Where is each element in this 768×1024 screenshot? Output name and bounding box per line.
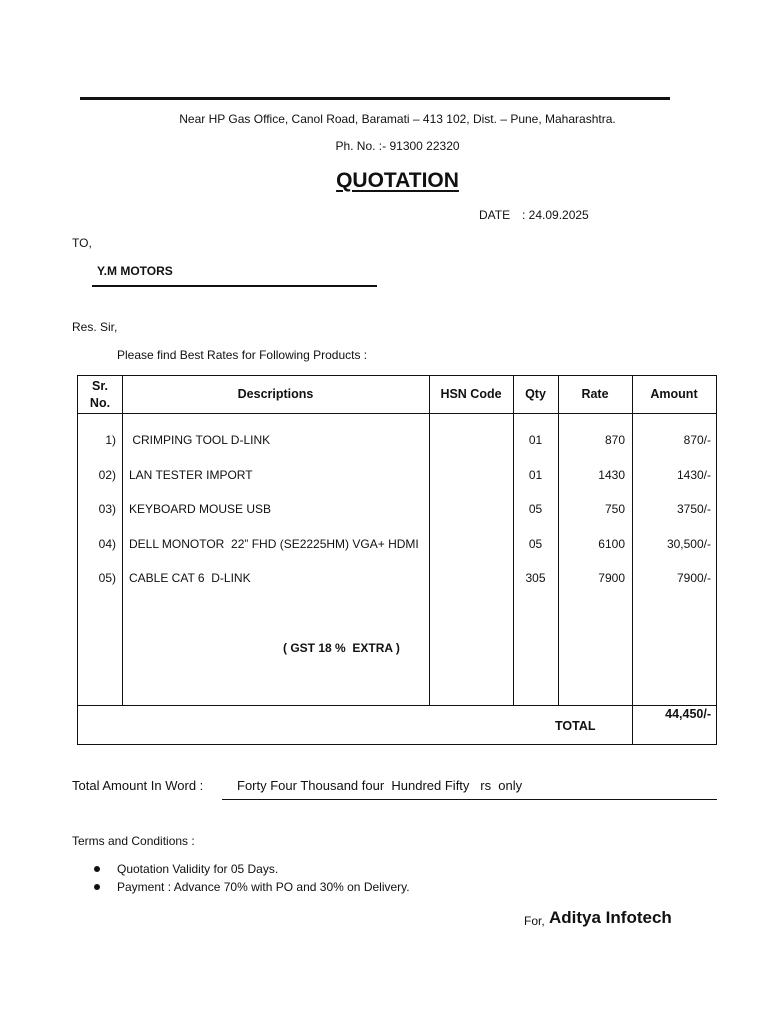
document-title-text: QUOTATION [336, 169, 459, 192]
row-5-sr: 05) [98, 571, 116, 585]
header-sr-line1: Sr. [92, 379, 108, 393]
header-sr-line2: No. [89, 396, 111, 410]
top-divider [80, 97, 670, 100]
row-2-sr: 02) [98, 468, 116, 482]
row-5-rate: 7900 [598, 571, 625, 585]
row-1-description: CRIMPING TOOL D-LINK [129, 433, 271, 447]
row-4-rate: 6100 [598, 537, 625, 551]
total-value: 44,450/- [665, 707, 711, 721]
terms-title: Terms and Conditions : [72, 834, 195, 848]
header-divider [78, 413, 716, 414]
row-2-qty: 01 [528, 468, 543, 482]
row-1-rate: 870 [604, 433, 625, 447]
salutation: Res. Sir, [72, 320, 118, 334]
signature-for-label: For, [524, 914, 545, 928]
amount-in-words-underline [222, 799, 717, 800]
row-4-sr: 04) [98, 537, 116, 551]
quotation-table [77, 375, 717, 745]
header-qty: Qty [525, 387, 546, 401]
col-divider-rate [632, 376, 633, 744]
bullet-icon [94, 866, 100, 872]
header-hsn: HSN Code [440, 387, 502, 401]
header-description: Descriptions [237, 387, 314, 401]
row-4-amount: 30,500/- [666, 537, 711, 551]
row-4-qty: 05 [528, 537, 543, 551]
terms-list [72, 860, 410, 896]
col-divider-desc [429, 376, 430, 705]
row-2-amount: 1430/- [676, 468, 711, 482]
row-1-sr: 1) [105, 433, 116, 447]
intro-text: Please find Best Rates for Following Products : [117, 348, 368, 362]
row-5-qty: 305 [525, 571, 546, 585]
col-divider-sr [122, 376, 123, 705]
header-rate: Rate [581, 387, 609, 401]
terms-item-text: Payment : Advance 70% with PO and 30% on Delivery. [117, 880, 410, 894]
row-2-rate: 1430 [598, 468, 625, 482]
row-4-description: DELL MONOTOR 22” FHD (SE2225HM) VGA+ HDMI [129, 537, 419, 551]
company-address: Near HP Gas Office, Canol Road, Baramati – 413 102, Dist. – Pune, Maharashtra. [179, 112, 616, 126]
header-amount: Amount [650, 387, 698, 401]
amount-in-words-label: Total Amount In Word : [72, 778, 204, 793]
row-3-sr: 03) [98, 502, 116, 516]
date-label: DATE [479, 208, 511, 222]
document-title [0, 169, 768, 193]
row-3-amount: 3750/- [676, 502, 711, 516]
row-3-description: KEYBOARD MOUSE USB [129, 502, 272, 516]
terms-item [72, 860, 410, 878]
total-label: TOTAL [555, 719, 596, 733]
bullet-icon [94, 884, 100, 890]
recipient-name: Y.M MOTORS [97, 264, 173, 278]
company-phone: Ph. No. :- 91300 22320 [335, 139, 460, 153]
recipient-underline [92, 285, 377, 287]
terms-item [72, 878, 410, 896]
to-label: TO, [72, 236, 92, 250]
row-3-qty: 05 [528, 502, 543, 516]
signature-company: Aditya Infotech [549, 908, 672, 927]
total-divider [78, 705, 716, 706]
header-sr-no [78, 378, 122, 412]
row-2-description: LAN TESTER IMPORT [129, 468, 253, 482]
row-5-amount: 7900/- [676, 571, 711, 585]
terms-item-text: Quotation Validity for 05 Days. [117, 862, 279, 876]
row-3-rate: 750 [604, 502, 625, 516]
gst-note: ( GST 18 % EXTRA ) [283, 641, 400, 655]
amount-in-words-value: Forty Four Thousand four Hundred Fifty rs only [237, 778, 523, 793]
row-1-amount: 870/- [683, 433, 711, 447]
row-5-description: CABLE CAT 6 D-LINK [129, 571, 251, 585]
date-value: : 24.09.2025 [522, 208, 589, 222]
row-1-qty: 01 [528, 433, 543, 447]
